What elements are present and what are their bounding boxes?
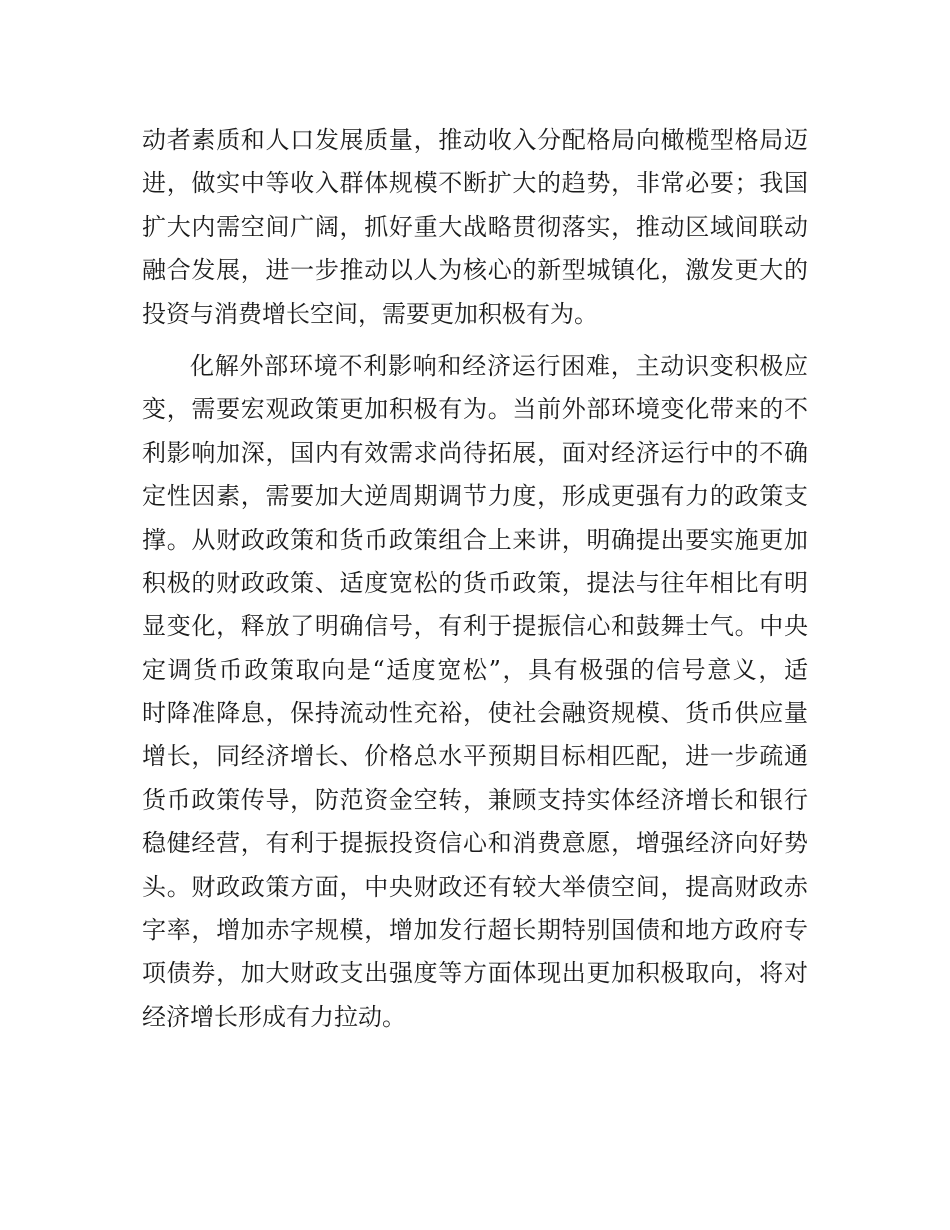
- paragraph-line: 定性因素，需要加大逆周期调节力度，形成更强有力的政策支: [142, 482, 808, 511]
- paragraph-line: 变，需要宏观政策更加积极有为。当前外部环境变化带来的不: [142, 395, 808, 424]
- paragraph-line: 融合发展，进一步推动以人为核心的新型城镇化，激发更大的: [142, 256, 808, 285]
- paragraph-line: 显变化，释放了明确信号，有利于提振信心和鼓舞士气。中央: [142, 612, 808, 641]
- paragraph-2: [142, 345, 808, 1039]
- paragraph-line: 动者素质和人口发展质量，推动收入分配格局向橄榄型格局迈: [142, 126, 808, 154]
- paragraph-line: 增长，同经济增长、价格总水平预期目标相匹配，进一步疏通: [142, 742, 808, 771]
- paragraph-spacer: [142, 336, 808, 345]
- paragraph-line: 积极的财政政策、适度宽松的货币政策，提法与往年相比有明: [142, 568, 808, 597]
- paragraph-line: 货币政策传导，防范资金空转，兼顾支持实体经济增长和银行: [142, 785, 808, 814]
- paragraph-line: 稳健经营，有利于提振投资信心和消费意愿，增强经济向好势: [142, 829, 808, 858]
- paragraph-line: 利影响加深，国内有效需求尚待拓展，面对经济运行中的不确: [142, 438, 808, 467]
- paragraph-line: 化解外部环境不利影响和经济运行困难，主动识变积极应: [190, 351, 808, 380]
- paragraph-line: 项债券，加大财政支出强度等方面体现出更加积极取向，将对: [142, 959, 808, 988]
- paragraph-line: 定调货币政策取向是“适度宽松”，具有极强的信号意义，适: [142, 655, 808, 684]
- paragraph-1: [142, 119, 808, 336]
- paragraph-line: 投资与消费增长空间，需要更加积极有为。: [142, 299, 598, 328]
- document-body: [142, 119, 808, 1039]
- paragraph-line: 进，做实中等收入群体规模不断扩大的趋势，非常必要；我国: [142, 169, 808, 198]
- paragraph-line: 扩大内需空间广阔，抓好重大战略贯彻落实，推动区域间联动: [142, 212, 808, 241]
- paragraph-line: 头。财政政策方面，中央财政还有较大举债空间，提高财政赤: [142, 872, 808, 901]
- paragraph-line: 经济增长形成有力拉动。: [142, 1002, 406, 1031]
- paragraph-line: 撑。从财政政策和货币政策组合上来讲，明确提出要实施更加: [142, 525, 808, 554]
- paragraph-line: 时降准降息，保持流动性充裕，使社会融资规模、货币供应量: [142, 699, 808, 728]
- paragraph-line: 字率，增加赤字规模，增加发行超长期特别国债和地方政府专: [142, 916, 808, 945]
